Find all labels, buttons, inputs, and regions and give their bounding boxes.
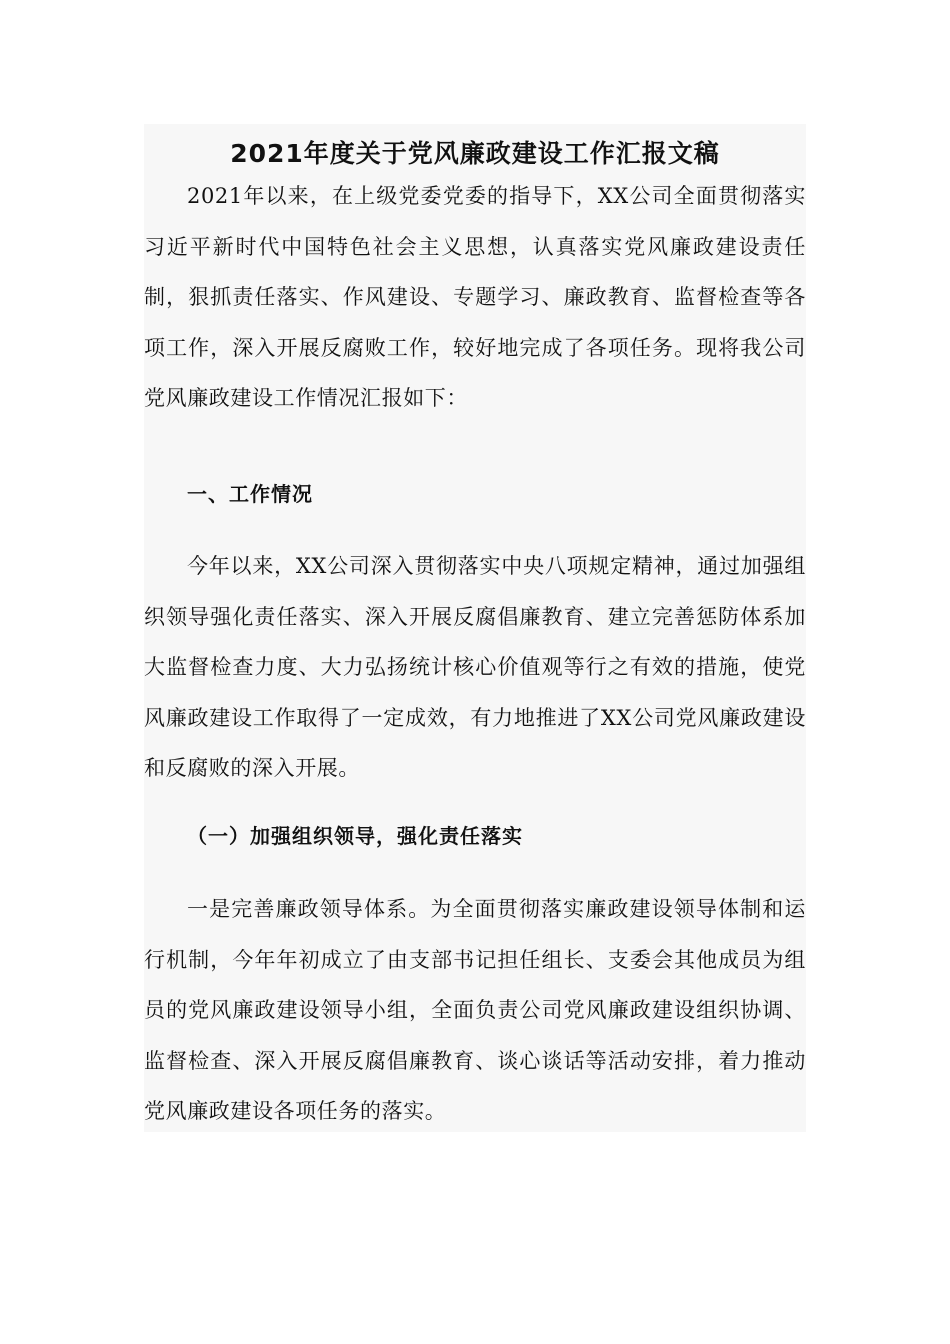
document-title: 2021年度关于党风廉政建设工作汇报文稿 bbox=[230, 139, 720, 168]
intro-paragraph: 2021年以来，在上级党委党委的指导下，XX公司全面贯彻落实习近平新时代中国特色社会主义思想，认真落实党风廉政建设责任制，狠抓责任落实、作风建设、专题学习、廉政教育、监督检查等各项工作，深入开展反腐败工作，较好地完成了各项任务。现将我公司党风廉政建设工作情况汇报如下： bbox=[144, 184, 806, 410]
section-paragraph: 今年以来，XX公司深入贯彻落实中央八项规定精神，通过加强组织领导强化责任落实、深入开展反腐倡廉教育、建立完善惩防体系加大监督检查力度、大力弘扬统计核心价值观等行之有效的措施，使党风廉政建设工作取得了一定成效，有力地推进了XX公司党风廉政建设和反腐败的深入开展。 bbox=[144, 554, 806, 780]
subsection-heading: （一）加强组织领导，强化责任落实 bbox=[187, 824, 523, 848]
section-heading: 一、工作情况 bbox=[187, 482, 313, 506]
subsection-paragraph: 一是完善廉政领导体系。为全面贯彻落实廉政建设领导体制和运行机制，今年年初成立了由支部书记担任组长、支委会其他成员为组员的党风廉政建设领导小组，全面负责公司党风廉政建设组织协调、监督检查、深入开展反腐倡廉教育、谈心谈话等活动安排，着力推动党风廉政建设各项任务的落实。 bbox=[144, 897, 806, 1123]
